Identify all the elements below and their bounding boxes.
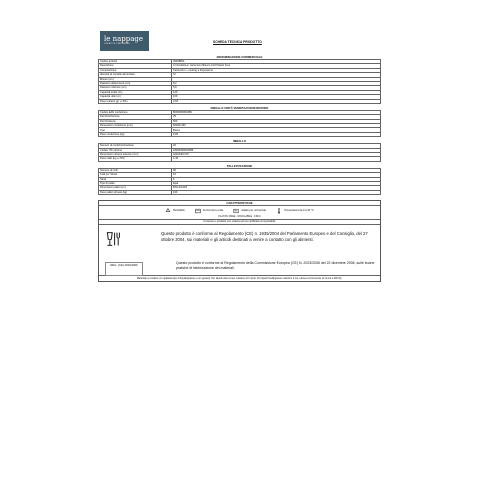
row-value: 5,8 <box>172 86 381 90</box>
row-label: Colli per Strato <box>99 173 172 177</box>
row-label: Composizione <box>99 68 172 72</box>
row-label: Numero di confezioni/cartone <box>99 144 172 148</box>
row-label: Dimensioni pallet (cm) <box>99 186 172 190</box>
row-label: Peso confezione (kg) <box>99 132 172 136</box>
footer-note: Materiale a contatto con qualsiasi tipo di liquido/grasso e non grasso). Per liquidi sotto tempo massimo 10 minuti. Per liquidi freddi/grasso massimo 3 ore, idoneo al microonde (2 minuti a 600 W). <box>99 275 380 281</box>
carton-table <box>98 143 381 162</box>
food-contact-text: Questo prodotto è conforme al Regolamento (CE) n. 1935/2004 del Parlamento Europeo e del Consiglio, del 27 ottobre 2004, sui materiali e gli articoli destinati a venire a contatto con gli alimenti. <box>161 231 368 242</box>
row-value: 8006296004089 <box>172 110 381 114</box>
row-value: 18006296004086 <box>172 148 381 152</box>
compostable-note: Il tessuto e prodotto con materia prima certificata compostabile <box>99 219 380 224</box>
packaging-table <box>98 110 381 137</box>
row-label: Diametro inferiore (cm) <box>99 86 172 90</box>
row-label: Dimensioni confezione (mm) <box>99 124 172 128</box>
table-row <box>99 99 381 103</box>
row-value: SI <box>172 73 381 77</box>
product-sheet <box>98 31 381 282</box>
characteristic-item <box>233 208 266 214</box>
row-value: 00408BIA <box>172 60 381 64</box>
oven-icon <box>195 208 201 214</box>
row-value: 25 <box>172 115 381 119</box>
section-title-pallet: PALLETIZZAZIONE <box>226 163 253 168</box>
regulation-box: REG. (CE) 2023/2006 <box>105 262 143 276</box>
characteristic-item <box>276 208 314 214</box>
pallet-table <box>98 168 381 195</box>
row-label: Peso pallet stimato (kg) <box>99 190 172 194</box>
row-label: Diametro della bocca (cm) <box>99 81 172 85</box>
row-label: Codice EAN confezione <box>99 110 172 114</box>
row-label: Pezzi/confezione <box>99 115 172 119</box>
row-label: Codice articolo <box>99 60 172 64</box>
row-label: Capacità utile (cc) <box>99 95 172 99</box>
food-contact-section <box>99 224 380 275</box>
table-row <box>99 132 381 136</box>
row-value: 6 <box>172 177 381 181</box>
row-label: Misure (cm) <box>99 77 172 81</box>
row-value: 16 <box>172 173 381 177</box>
row-label: Strati <box>99 177 172 181</box>
row-label: Peso collo (kg +/-5%) <box>99 157 172 161</box>
row-label: Peso unitario (gr +/-5%) <box>99 99 172 103</box>
row-label: Codice ITF cartone <box>99 148 172 152</box>
characteristics-title: CARATTERISTICHE <box>99 201 380 206</box>
logo-tagline: CREATIVE TABLEWARE <box>104 43 131 45</box>
row-label: Numero di Colli <box>99 168 172 172</box>
row-value: Epal <box>172 181 381 185</box>
characteristics-list <box>99 206 380 215</box>
section-title-commercial: DENOMINAZIONE COMMERCIALE <box>216 55 263 59</box>
plastic-free-line: PLASTIC FREE · RICICLABILE · FSFC <box>218 215 261 219</box>
document-title: SCHEDA TECNICA PRODOTTO <box>213 40 262 44</box>
row-value: 420x340x170 <box>172 153 381 157</box>
brand-logo <box>100 31 149 51</box>
row-label: Descrizione <box>99 64 172 68</box>
characteristic-label: Temperatura da 0 a 90 °C <box>284 209 314 213</box>
row-label: Dimensioni cartone esterne (mm) <box>99 153 172 157</box>
table-row <box>99 190 381 194</box>
row-value: 120 <box>172 90 381 94</box>
characteristic-label: Adatto per microonde <box>241 209 267 213</box>
characteristic-item <box>165 208 185 214</box>
row-value: 100 <box>172 95 381 99</box>
row-value: 96 <box>172 168 381 172</box>
row-value: 20 <box>172 144 381 148</box>
food-contact-icon <box>105 231 121 247</box>
row-value: 500 <box>172 119 381 123</box>
row-value: 82x82x160 <box>172 124 381 128</box>
commercial-table <box>98 59 381 104</box>
characteristics-box <box>98 200 381 282</box>
row-value: Ct Scodella in cartoncino Bianco 12cl Plastic Free <box>172 64 381 68</box>
microwave-icon <box>233 208 239 214</box>
row-value: 80x120x118 <box>172 186 381 190</box>
row-label: Idoneità al contatto alimentare <box>99 73 172 77</box>
row-value: 8,2 <box>172 81 381 85</box>
row-value: 0,06 <box>172 132 381 136</box>
row-value: Cartoncino + coating a dispersione <box>172 68 381 72</box>
characteristic-item <box>195 208 223 214</box>
row-label: Pezzi/cartone <box>99 119 172 123</box>
row-value: 160 <box>172 190 381 194</box>
row-label: Tipo <box>99 128 172 132</box>
recycle-icon <box>165 208 171 214</box>
row-value: 2,65 <box>172 99 381 103</box>
row-label: Tipo di pallet <box>99 181 172 185</box>
row-value: 1,46 <box>172 157 381 161</box>
logo-brand: le nappage <box>104 35 144 43</box>
characteristic-label: Riciclabile <box>173 209 185 213</box>
section-title-packaging: IMBALLO UNITÀ VENDITA/CONSUMATORE <box>210 105 269 110</box>
row-value: Busta <box>172 128 381 132</box>
sheet-header <box>98 31 381 53</box>
row-label: Capacità totale (cc) <box>99 90 172 94</box>
table-row <box>99 157 381 161</box>
gmp-text: Questo prodotto è conforme al Regolamento della Commissione Europea (CE) N. 2023/2006 del 22 dicembre 2006, sulle buone pratiche di fabbricazione dei materiali. <box>176 261 375 270</box>
section-title-carton: IMBALLO <box>233 139 246 144</box>
characteristic-label: Forno/micro-onde <box>202 209 224 213</box>
thermometer-icon <box>276 208 282 214</box>
